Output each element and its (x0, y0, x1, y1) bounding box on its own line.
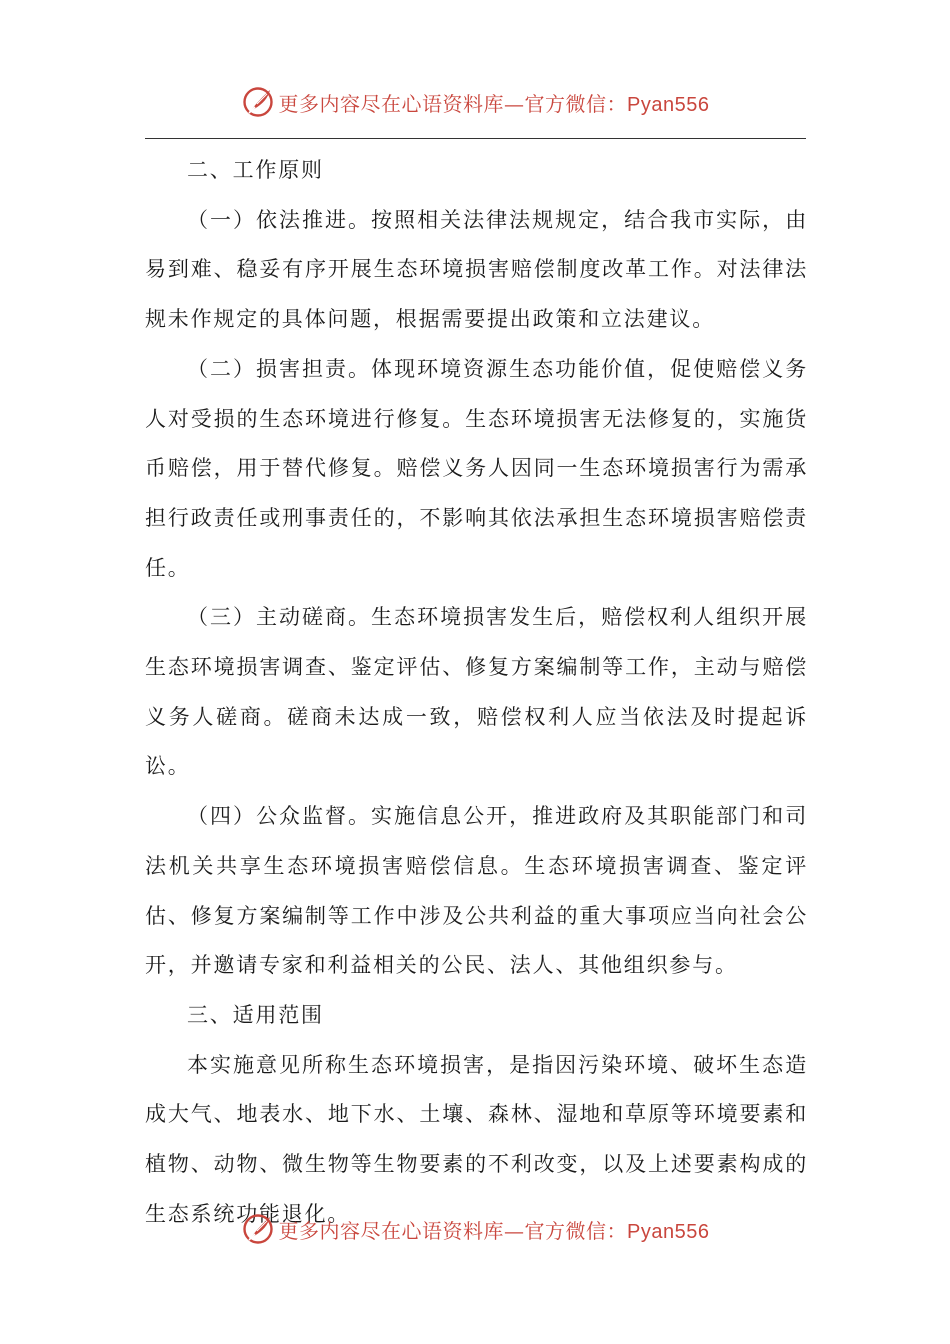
quill-logo-icon (241, 85, 275, 119)
section-heading-principles: 二、工作原则 (187, 158, 324, 182)
paragraph-damage-liability: （二）损害担责。体现环境资源生态功能价值，促使赔偿义务人对受损的生态环境进行修复。生态环境损害无法修复的，实施货币赔偿，用于替代修复。赔偿义务人因同一生态环境损害行为需承担行政责任或刑事责任的，不影响其依法承担生态环境损害赔偿责任。 (145, 356, 808, 580)
header-wechat-label: 官方微信： (524, 91, 628, 116)
header-divider (145, 138, 806, 139)
section-heading-scope: 三、适用范围 (187, 1002, 324, 1027)
paragraph-scope-definition: 本实施意见所称生态环境损害，是指因污染环境、破坏生态造成大气、地表水、地下水、土壤、森林、湿地和草原等环境要素和植物、动物、微生物等生物要素的不利改变，以及上述要素构成的生态系统功能退化。 (145, 1052, 808, 1226)
paragraph-lawful-advance: （一）依法推进。按照相关法律法规规定，结合我市实际，由易到难、稳妥有序开展生态环境损害赔偿制度改革工作。对法律法规未作规定的具体问题，根据需要提出政策和立法建议。 (145, 207, 808, 332)
header-title: 更多内容尽在心语资料库 (278, 91, 505, 116)
footer-separator: — (504, 1218, 525, 1243)
quill-logo-icon (241, 1212, 275, 1246)
footer-title: 更多内容尽在心语资料库 (278, 1218, 505, 1243)
footer-wechat-id: Pyan556 (627, 1220, 710, 1243)
header-banner-text (279, 88, 710, 117)
footer-banner (0, 1209, 950, 1249)
document-body (145, 146, 808, 1239)
footer-banner-text (279, 1215, 710, 1244)
header-wechat-id: Pyan556 (627, 93, 710, 116)
paragraph-active-consultation: （三）主动磋商。生态环境损害发生后，赔偿权利人组织开展生态环境损害调查、鉴定评估、修复方案编制等工作，主动与赔偿义务人磋商。磋商未达成一致，赔偿权利人应当依法及时提起诉讼。 (145, 605, 808, 779)
footer-wechat-label: 官方微信： (524, 1218, 628, 1243)
header-banner (0, 82, 950, 122)
paragraph-public-supervision: （四）公众监督。实施信息公开，推进政府及其职能部门和司法机关共享生态环境损害赔偿信息。生态环境损害调查、鉴定评估、修复方案编制等工作中涉及公共利益的重大事项应当向社会公开，并邀请专家和利益相关的公民、法人、其他组织参与。 (145, 804, 808, 978)
header-separator: — (504, 91, 525, 116)
